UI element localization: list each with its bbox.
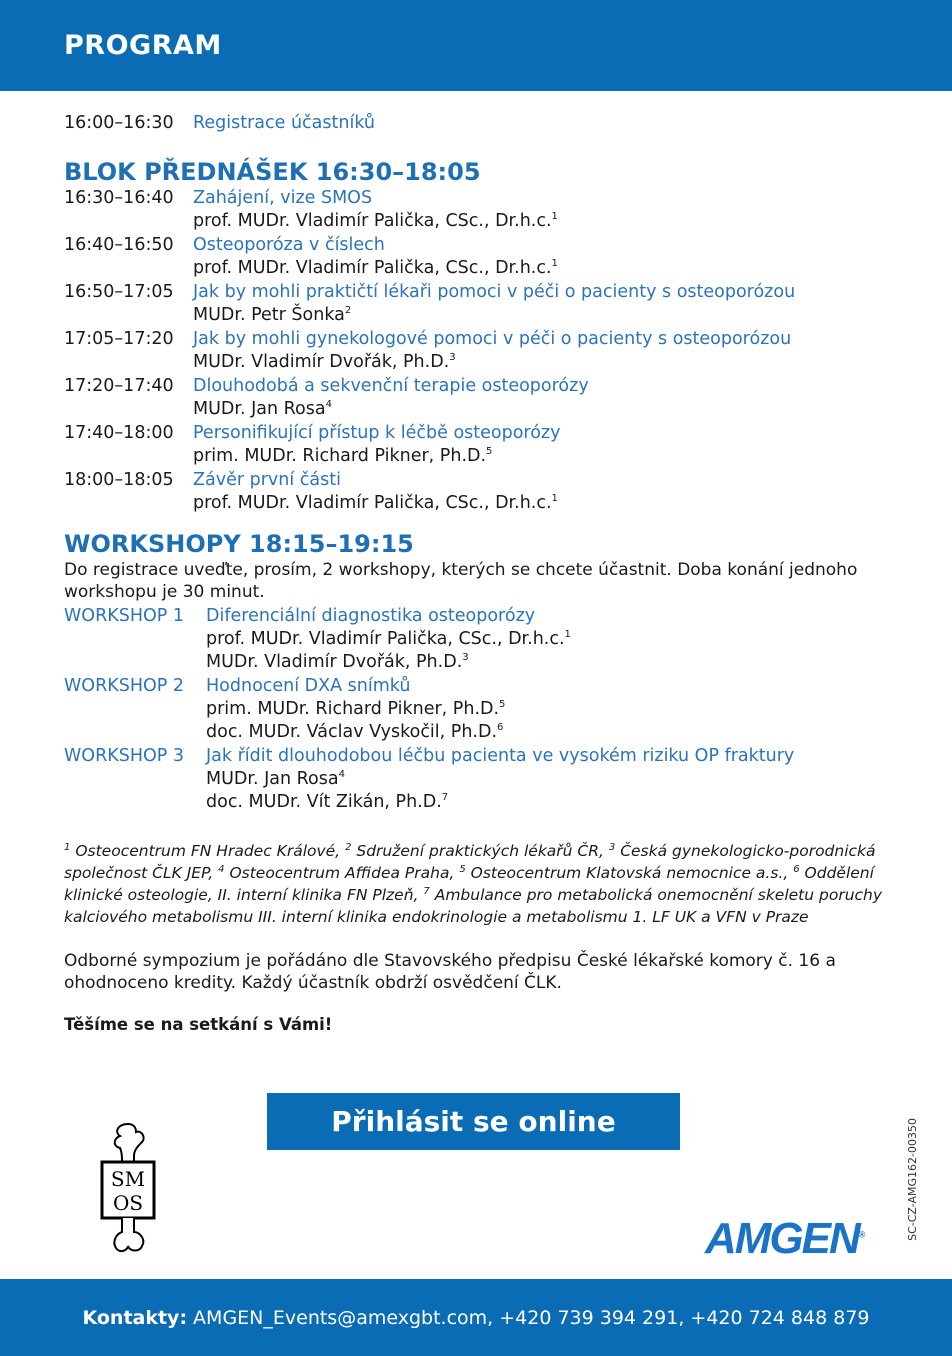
program-content — [64, 112, 884, 1034]
speaker-name — [206, 628, 571, 651]
page-title: PROGRAM — [64, 30, 222, 61]
footnote-text: Oddělení klinické osteologie, II. interní klinika FN Plzeň, — [64, 864, 874, 904]
time-spacer — [64, 398, 193, 421]
document-code: SC-CZ-AMG162-00350 — [906, 1118, 919, 1241]
time-spacer — [64, 351, 193, 374]
footnote-number: 3 — [608, 841, 616, 853]
lecture-list — [64, 187, 884, 515]
affiliation-ref: 4 — [325, 399, 332, 411]
lecture-item — [64, 234, 884, 280]
footnote-number: 5 — [459, 863, 466, 875]
footnote-number: 7 — [423, 885, 430, 897]
lecture-item — [64, 375, 884, 421]
lecture-item — [64, 422, 884, 468]
workshop-label: WORKSHOP 2 — [64, 676, 185, 696]
time-spacer — [64, 445, 193, 468]
lecture-title-row — [64, 422, 884, 445]
speaker-text: MUDr. Jan Rosa — [206, 769, 339, 789]
smos-logo-text-bottom: OS — [112, 1191, 144, 1215]
time-slot: 16:50–17:05 — [64, 282, 174, 302]
workshop-title-row — [64, 675, 884, 698]
lecture-item — [64, 187, 884, 233]
registered-mark: ® — [858, 1229, 866, 1240]
time-slot: 17:20–17:40 — [64, 376, 174, 396]
speaker-row — [64, 721, 884, 744]
time-spacer — [64, 492, 193, 515]
footnotes — [64, 840, 884, 928]
time-spacer — [64, 257, 193, 280]
accreditation-text: Odborné sympozium je pořádáno dle Stavovského předpisu České lékařské komory č. 16 a ohodnoceno kredity. Každý účastník obdrží osvědčení ČLK. — [64, 951, 836, 993]
session-title: Jak by mohli gynekologové pomoci v péči o pacienty s osteoporózou — [193, 329, 792, 349]
smos-logo-text-top: SM — [110, 1167, 146, 1191]
time-slot: 16:30–16:40 — [64, 188, 174, 208]
footnote-text: Sdružení praktických lékařů ČR, — [356, 842, 604, 860]
speaker-row — [64, 210, 884, 233]
workshop-label: WORKSHOP 3 — [64, 746, 185, 766]
smos-logo — [100, 1122, 156, 1254]
workshop-title-row — [64, 605, 884, 628]
session-title: Jak by mohli praktičtí lékaři pomoci v péči o pacienty s osteoporózou — [193, 282, 796, 302]
session-title: Závěr první části — [193, 470, 341, 490]
speaker-row — [64, 445, 884, 468]
speaker-name — [193, 398, 332, 421]
affiliation-ref: 7 — [441, 792, 449, 804]
workshop-item — [64, 675, 884, 744]
speaker-row — [64, 398, 884, 421]
speaker-row — [64, 628, 884, 651]
time-slot: 17:05–17:20 — [64, 329, 174, 349]
speaker-text: MUDr. Vladimír Dvořák, Ph.D. — [193, 352, 450, 372]
speaker-name — [206, 651, 469, 674]
lecture-item — [64, 469, 884, 515]
affiliation-ref: 5 — [499, 699, 506, 711]
speaker-row — [64, 698, 884, 721]
lecture-title-row — [64, 281, 884, 304]
affiliation-ref: 1 — [551, 258, 558, 270]
registration-row — [64, 112, 884, 135]
speaker-text: prof. MUDr. Vladimír Palička, CSc., Dr.h.c. — [193, 493, 552, 513]
affiliation-ref: 3 — [449, 352, 456, 364]
speaker-row — [64, 651, 884, 674]
footer-bar — [0, 1279, 952, 1356]
lecture-item — [64, 281, 884, 327]
workshop-label: WORKSHOP 1 — [64, 606, 185, 626]
time-slot: 18:00–18:05 — [64, 470, 174, 490]
greeting-text: Těšíme se na setkání s Vámi! — [64, 1015, 333, 1034]
speaker-text: prof. MUDr. Vladimír Palička, CSc., Dr.h.c. — [206, 629, 565, 649]
footnote-number: 2 — [345, 841, 352, 853]
affiliation-ref: 5 — [486, 446, 493, 458]
contacts-text[interactable]: AMGEN_Events@amexgbt.com, +420 739 394 291, +420 724 848 879 — [193, 1306, 870, 1329]
workshop-list — [64, 605, 884, 814]
speaker-name — [206, 721, 503, 744]
block-title: BLOK PŘEDNÁŠEK 16:30–18:05 — [64, 158, 481, 186]
session-title: Zahájení, vize SMOS — [193, 188, 373, 208]
footnote-text: Česká gynekologicko-porodnická společnost ČLK JEP, — [64, 842, 876, 882]
speaker-name — [193, 210, 558, 233]
speaker-name — [193, 492, 558, 515]
speaker-name — [193, 445, 492, 468]
affiliation-ref: 6 — [497, 722, 504, 734]
workshop-title: Jak řídit dlouhodobou léčbu pacienta ve vysokém riziku OP fraktury — [206, 746, 795, 766]
speaker-text: MUDr. Vladimír Dvořák, Ph.D. — [206, 652, 463, 672]
speaker-text: doc. MUDr. Václav Vyskočil, Ph.D. — [206, 722, 498, 742]
workshops-title: WORKSHOPY 18:15–19:15 — [64, 530, 414, 558]
speaker-name — [193, 304, 351, 327]
speaker-row — [64, 257, 884, 280]
lecture-title-row — [64, 234, 884, 257]
lecture-title-row — [64, 469, 884, 492]
speaker-text: doc. MUDr. Vít Zikán, Ph.D. — [206, 792, 442, 812]
affiliation-ref: 4 — [338, 769, 345, 781]
affiliation-ref: 3 — [462, 652, 469, 664]
affiliation-ref: 1 — [551, 493, 558, 505]
speaker-text: MUDr. Jan Rosa — [193, 399, 326, 419]
time-slot: 16:40–16:50 — [64, 235, 174, 255]
session-title: Dlouhodobá a sekvenční terapie osteoporózy — [193, 376, 589, 396]
speaker-text: prof. MUDr. Vladimír Palička, CSc., Dr.h.c. — [193, 211, 552, 231]
affiliation-ref: 1 — [564, 629, 571, 641]
footnote-text: Osteocentrum FN Hradec Králové, — [75, 842, 341, 860]
footnote-number: 6 — [793, 863, 800, 875]
footnote-text: Ambulance pro metabolická onemocnění skeletu poruchy kalciového metabolismu III. interní klinika endokrinologie a metabolismu 1. LF UK a VFN v Praze — [64, 886, 883, 926]
speaker-row — [64, 768, 884, 791]
speaker-name — [193, 351, 456, 374]
amgen-logo-text: AMGEN — [705, 1214, 859, 1263]
session-title: Osteoporóza v číslech — [193, 235, 385, 255]
affiliation-ref: 2 — [344, 305, 352, 317]
time-slot: 17:40–18:00 — [64, 423, 174, 443]
speaker-name — [206, 791, 448, 814]
speaker-name — [193, 257, 558, 280]
speaker-text: prim. MUDr. Richard Pikner, Ph.D. — [206, 699, 500, 719]
time-spacer — [64, 210, 193, 233]
workshop-title-row — [64, 745, 884, 768]
lecture-title-row — [64, 375, 884, 398]
session-title: Personifikující přístup k léčbě osteoporózy — [193, 423, 561, 443]
workshops-intro: Do registrace uveďte, prosím, 2 workshopy, kterých se chcete účastnit. Doba konání jednoho workshopu je 30 minut. — [64, 560, 858, 602]
speaker-name — [206, 698, 505, 721]
speaker-row — [64, 791, 884, 814]
session-title: Registrace účastníků — [193, 113, 376, 133]
lecture-item — [64, 328, 884, 374]
lecture-title-row — [64, 328, 884, 351]
footnote-text: Osteocentrum Affidea Praha, — [229, 864, 455, 882]
workshop-item — [64, 745, 884, 814]
speaker-row — [64, 492, 884, 515]
workshop-title: Hodnocení DXA snímků — [206, 676, 411, 696]
footnote-number: 4 — [218, 863, 225, 875]
speaker-row — [64, 304, 884, 327]
register-online-button[interactable]: Přihlásit se online — [267, 1093, 680, 1150]
header-bar — [0, 0, 952, 91]
speaker-name — [206, 768, 345, 791]
time-spacer — [64, 304, 193, 327]
amgen-logo — [705, 1214, 865, 1264]
contacts-label: Kontakty: — [82, 1306, 188, 1329]
footnote-text: Osteocentrum Klatovská nemocnice a.s., — [470, 864, 789, 882]
workshop-title: Diferenciální diagnostika osteoporózy — [206, 606, 536, 626]
time-slot: 16:00–16:30 — [64, 113, 174, 133]
workshop-item — [64, 605, 884, 674]
speaker-text: prof. MUDr. Vladimír Palička, CSc., Dr.h.c. — [193, 258, 552, 278]
affiliation-ref: 1 — [551, 211, 558, 223]
lecture-title-row — [64, 187, 884, 210]
footnote-number: 1 — [64, 841, 71, 853]
speaker-text: prim. MUDr. Richard Pikner, Ph.D. — [193, 446, 487, 466]
speaker-text: MUDr. Petr Šonka — [193, 305, 345, 325]
speaker-row — [64, 351, 884, 374]
